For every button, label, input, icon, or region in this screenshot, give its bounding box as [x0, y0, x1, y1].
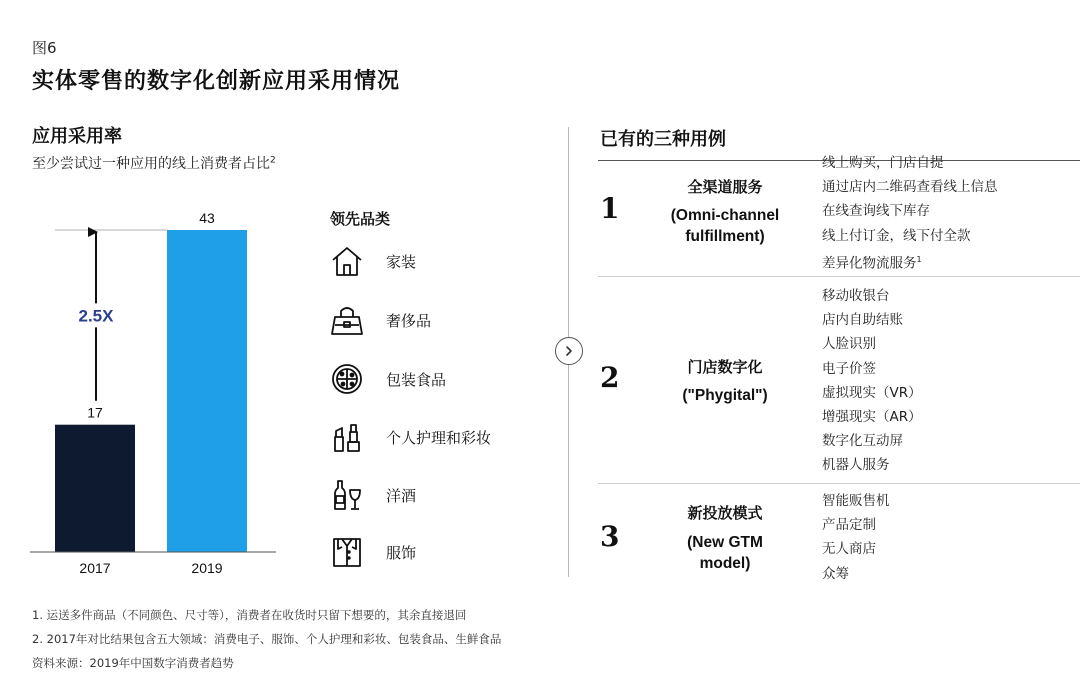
case-name: 全渠道服务 [687, 178, 763, 196]
shirt-icon [328, 533, 366, 571]
case-name: 门店数字化 [687, 358, 763, 376]
case-english-name [650, 532, 800, 574]
case-item: 数字化互动屏 [822, 433, 903, 450]
section-title-use-cases: 已有的三种用例 [600, 129, 726, 150]
house-icon [328, 242, 366, 280]
wine-icon [328, 476, 366, 514]
footnote-2: 2. 2017年对比结果包含五大领域：消费电子、服饰、个人护理和彩妆、包装食品、生鲜食品 [32, 632, 502, 646]
case-item-footnote-ref: 1 [916, 254, 922, 264]
x-tick-label: 2017 [79, 560, 111, 576]
case-items [822, 489, 890, 586]
footnotes [32, 603, 501, 675]
case-item: 无人商店 [822, 541, 876, 558]
case-item: 电子价签 [822, 360, 876, 377]
case-english-line: fulfillment) [685, 228, 765, 245]
case-number: 1 [600, 192, 620, 225]
handbag-icon [328, 301, 366, 339]
case-english-line: model) [699, 555, 751, 572]
subtitle-text: 至少尝试过一种应用的线上消费者占比 [32, 156, 270, 172]
case-item: 增强现实（AR） [822, 409, 922, 426]
category-label: 家装 [386, 252, 417, 271]
case-item: 移动收银台 [822, 288, 890, 304]
case-items [822, 151, 998, 276]
bar-value-label: 43 [199, 210, 215, 226]
section-title-adoption: 应用采用率 [32, 126, 122, 147]
case-item: 线上购买，门店自提 [822, 155, 944, 171]
category-personal-care [328, 417, 548, 457]
category-home [328, 241, 548, 281]
x-tick-label: 2019 [191, 560, 223, 576]
category-label: 服饰 [386, 543, 417, 562]
cosmetics-icon [328, 418, 366, 456]
category-liquor [328, 475, 548, 515]
case-english-line: (New GTM [687, 534, 763, 551]
row-divider [598, 276, 1080, 277]
case-items [822, 284, 922, 478]
case-item [822, 248, 998, 276]
case-name: 新投放模式 [687, 504, 763, 522]
bar-2017 [55, 425, 135, 552]
source-note: 资料来源：2019年中国数字消费者趋势 [32, 656, 234, 670]
categories-title: 领先品类 [330, 210, 391, 228]
chevron-right-icon [555, 337, 583, 365]
case-item: 众筹 [822, 565, 849, 582]
category-luxury [328, 300, 548, 340]
case-item: 智能贩售机 [822, 493, 890, 509]
case-item: 人脸识别 [822, 336, 876, 353]
case-item: 机器人服务 [822, 457, 890, 474]
category-label: 洋酒 [386, 486, 417, 505]
case-english-name [650, 205, 800, 247]
figure-label: 图6 [32, 39, 57, 57]
case-item: 虚拟现实（VR） [822, 384, 922, 401]
case-english-name [650, 385, 800, 406]
case-item: 店内自助结账 [822, 312, 903, 329]
case-item: 通过店内二维码查看线上信息 [822, 179, 998, 196]
category-label: 包装食品 [386, 370, 447, 389]
page-title: 实体零售的数字化创新应用采用情况 [32, 69, 401, 94]
category-label: 个人护理和彩妆 [386, 428, 492, 447]
case-english-line: (Omni-channel [670, 207, 780, 224]
bar-value-label: 17 [87, 404, 103, 421]
case-item-text: 差异化物流服务 [822, 255, 917, 272]
section-subtitle [32, 153, 276, 173]
footnote-1: 1. 运送多件商品（不同颜色、尺寸等），消费者在收货时只留下想要的，其余直接退回 [32, 608, 467, 622]
adoption-bar-chart [30, 200, 290, 585]
case-item: 产品定制 [822, 517, 876, 534]
pizza-icon [328, 360, 366, 398]
category-packaged-food [328, 359, 548, 399]
bar-2019 [167, 230, 247, 552]
subtitle-footnote-ref: 2 [270, 155, 276, 166]
row-divider [598, 483, 1080, 484]
case-number: 2 [600, 361, 620, 394]
case-item: 在线查询线下库存 [822, 203, 930, 220]
case-item: 线上付订金，线下付全款 [822, 227, 971, 244]
category-label: 奢侈品 [386, 311, 432, 330]
case-english-line: ("Phygital") [682, 387, 768, 404]
case-number: 3 [600, 520, 620, 553]
growth-label: 2.5X [78, 306, 114, 326]
category-apparel [328, 532, 548, 572]
